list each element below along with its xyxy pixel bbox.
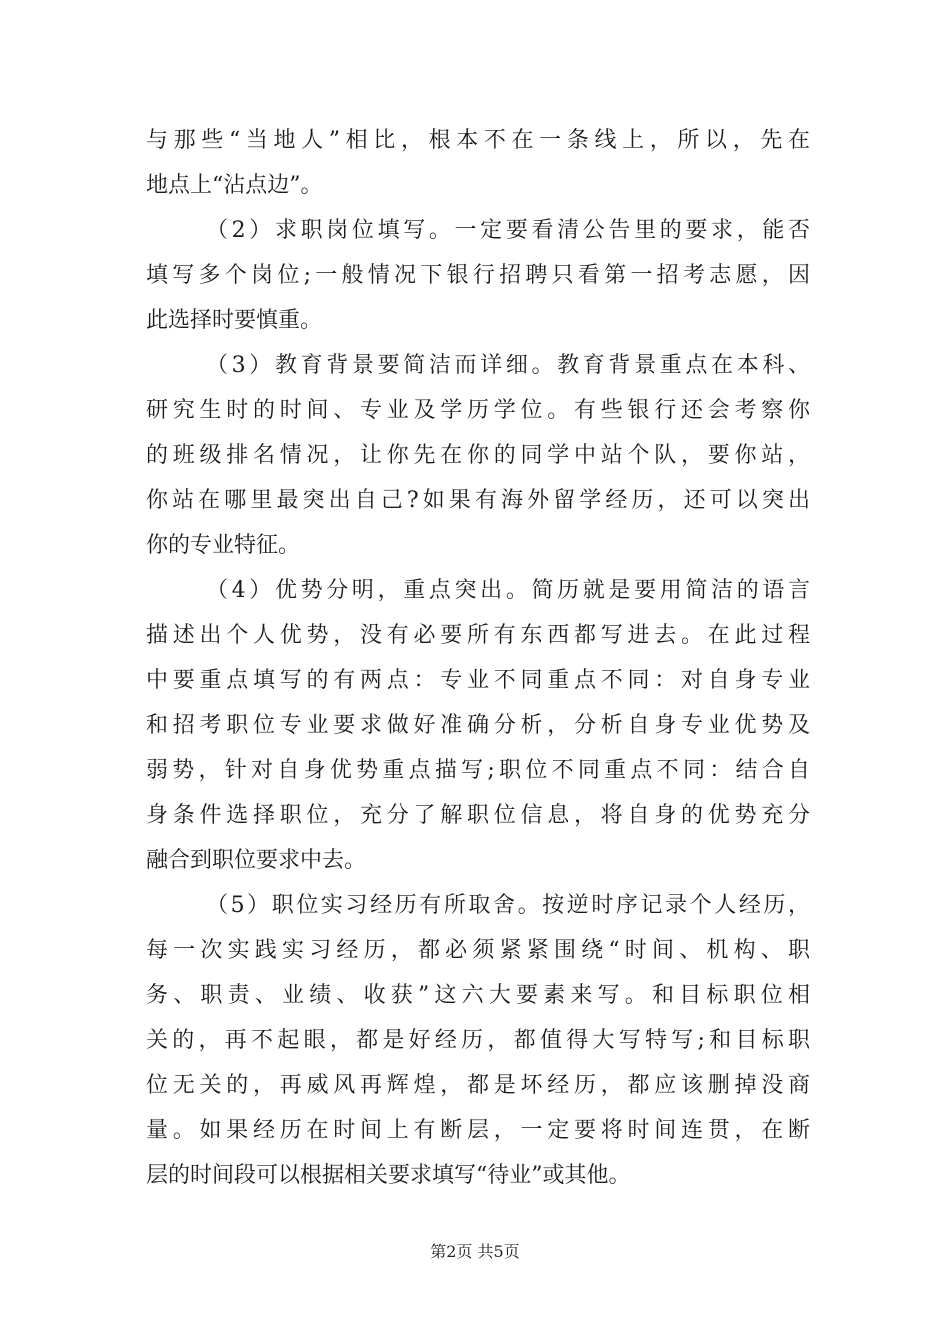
text-line: 身条件选择职位，充分了解职位信息，将自身的优势充分	[146, 803, 810, 828]
text-line: 每一次实践实习经历，都必须紧紧围绕“时间、机构、职	[146, 938, 810, 963]
text-line: 融合到职位要求中去。	[146, 848, 367, 873]
text-line: 填写多个岗位;一般情况下银行招聘只看第一招考志愿，因	[146, 263, 810, 288]
text-line: （4）优势分明，重点突出。简历就是要用简洁的语言	[206, 578, 810, 603]
text-line: 中要重点填写的有两点：专业不同重点不同：对自身专业	[146, 668, 810, 693]
body-text	[146, 118, 810, 1198]
text-line: 层的时间段可以根据相关要求填写“待业”或其他。	[146, 1163, 631, 1188]
text-line: （2）求职岗位填写。一定要看清公告里的要求，能否	[206, 218, 810, 243]
text-line: 弱势，针对自身优势重点描写;职位不同重点不同：结合自	[146, 758, 810, 783]
text-line: 量。如果经历在时间上有断层，一定要将时间连贯，在断	[146, 1118, 810, 1143]
text-line: 和招考职位专业要求做好准确分析，分析自身专业优势及	[146, 713, 810, 738]
text-line: 你的专业特征。	[146, 533, 301, 558]
text-line: 你站在哪里最突出自己?如果有海外留学经历，还可以突出	[146, 488, 810, 513]
text-line: 此选择时要慎重。	[146, 308, 323, 333]
text-line: 位无关的，再威风再辉煌，都是坏经历，都应该删掉没商	[146, 1073, 810, 1098]
text-line: （5）职位实习经历有所取舍。按逆时序记录个人经历，	[206, 893, 810, 918]
text-line: 的班级排名情况，让你先在你的同学中站个队，要你站，	[146, 443, 810, 468]
text-line: 与那些“当地人”相比，根本不在一条线上，所以，先在	[146, 128, 810, 153]
text-line: 描述出个人优势，没有必要所有东西都写进去。在此过程	[146, 623, 810, 648]
text-line: （3）教育背景要简洁而详细。教育背景重点在本科、	[206, 353, 810, 378]
text-line: 地点上“沾点边”。	[146, 173, 323, 198]
text-line: 务、职责、业绩、收获”这六大要素来写。和目标职位相	[146, 983, 810, 1008]
page-footer: 第2页 共5页	[430, 1242, 520, 1261]
text-line: 研究生时的时间、专业及学历学位。有些银行还会考察你	[146, 398, 810, 423]
text-line: 关的，再不起眼，都是好经历，都值得大写特写;和目标职	[146, 1028, 810, 1053]
